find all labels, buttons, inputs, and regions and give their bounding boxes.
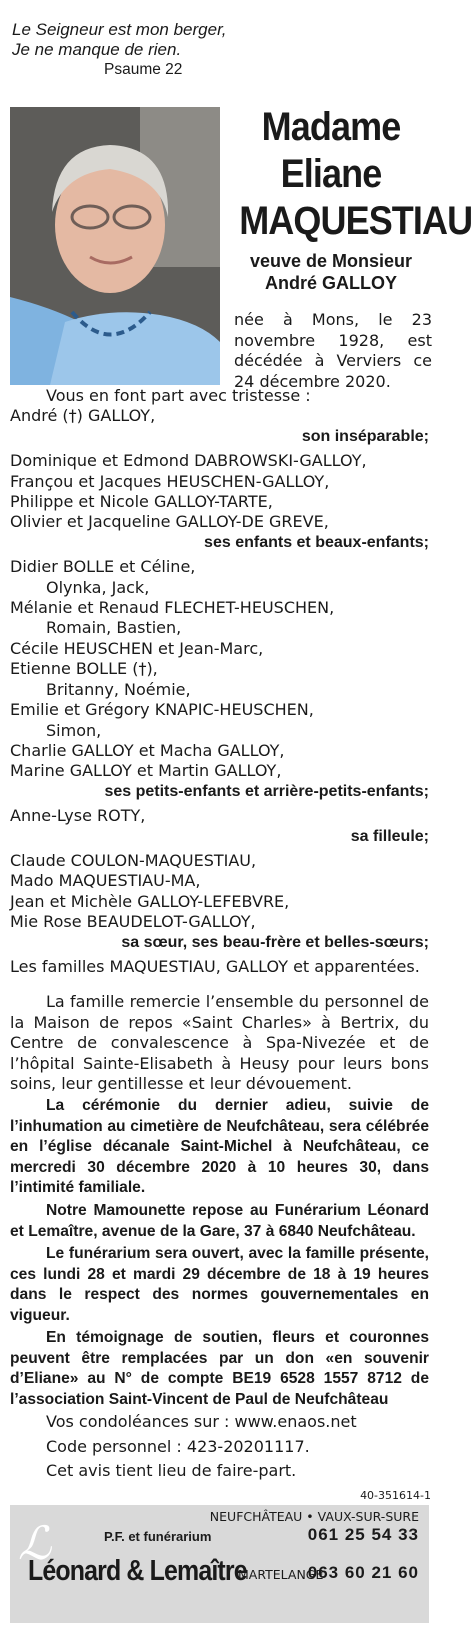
condolences-text: Vos condoléances sur : www.enaos.net (46, 1412, 357, 1431)
family-member-line: Mie Rose BEAUDELOT-GALLOY, (10, 912, 256, 932)
name-title: Madame (261, 105, 401, 149)
opening-text: Le funérarium sera ouvert, avec la famille présente, ces lundi 28 et mardi 29 décembre de 18 à 19 heures dans le respect des normes gouvernementales en vigueur. (10, 1245, 429, 1324)
psalm-quote (12, 20, 272, 80)
widow-line-1: veuve de Monsieur (249, 251, 413, 271)
relationship-text: sa sœur, ses beau-frère et belles-sœurs (121, 933, 424, 951)
relationship-label: ses enfants et beaux-enfants; (204, 533, 429, 551)
phone-2: 063 60 21 60 (307, 1563, 419, 1582)
funeral-home-name: Léonard & Lemaître (28, 1555, 247, 1587)
family-member-line: Marine GALLOY et Martin GALLOY, (10, 761, 282, 781)
location-1: NEUFCHÂTEAU • VAUX-SUR-SURE (209, 1509, 419, 1524)
deceased-name (239, 104, 472, 245)
family-member-line: Anne-Lyse ROTY, (10, 806, 146, 826)
family-member-line: Olynka, Jack, (46, 577, 150, 597)
psalm-line-2: Je ne manque de rien. (12, 40, 182, 59)
rest-text: Notre Mamounette repose au Funérarium Léonard et Lemaître, avenue de la Gare, 37 à 6840 Neufchâteau. (10, 1202, 429, 1240)
family-member-line: André (†) GALLOY, (10, 406, 156, 426)
family-member-line: Mado MAQUESTIAU-MA, (10, 871, 201, 891)
family-member-line: Claude COULON-MAQUESTIAU, (10, 850, 257, 870)
donation-text: En témoignage de soutien, fleurs et couronnes peuvent être remplacées par un don «en souvenir d’Eliane» au N° de compte BE19 6528 1557 8712 de l’association Saint-Vincent de Paul de Neufchâteau (10, 1329, 429, 1408)
psalm-reference: Psaume 22 (104, 61, 183, 78)
thanks-text: La famille remercie l’ensemble du personnel de la Maison de repos «Saint Charles» à Bertrix, du Centre de convalescence à Spa-Nivezée et de l’hôpital Sainte-Elisabeth à Heusy pour leurs bons soins, leur gentillesse et leur dévouement. (10, 992, 429, 1094)
family-member-line: Dominique et Edmond DABROWSKI-GALLOY, (10, 451, 367, 471)
rest-paragraph (10, 1201, 429, 1242)
family-groups (10, 406, 429, 953)
intro-text: Vous en font part avec tristesse : (46, 386, 311, 405)
location-2: MARTELANGE (238, 1567, 324, 1582)
family-member-line: Charlie GALLOY et Macha GALLOY, (10, 740, 285, 760)
psalm-line-1: Le Seigneur est mon berger, (12, 20, 227, 39)
donation-paragraph (10, 1328, 429, 1410)
family-member-line: Didier BOLLE et Céline, (10, 557, 196, 577)
portrait-photo (10, 107, 220, 385)
family-member-line: Etienne BOLLE (†), (10, 659, 158, 679)
funeral-home-label: P.F. et funérarium (104, 1529, 212, 1544)
family-member-line: Françou et Jacques HEUSCHEN-GALLOY, (10, 471, 330, 491)
families-text: Les familles MAQUESTIAU, GALLOY et apparentées. (10, 956, 420, 976)
family-member-line: Emilie et Grégory KNAPIC-HEUSCHEN, (10, 700, 314, 720)
relationship-text: son inséparable (301, 427, 424, 445)
relationship-text: ses enfants et beaux-enfants (204, 533, 424, 551)
family-member-line: Jean et Michèle GALLOY-LEFEBVRE, (10, 891, 290, 911)
widow-line-2: André GALLOY (264, 273, 397, 293)
widow-of (229, 250, 433, 294)
relationship-text: sa filleule (350, 827, 424, 845)
notice-text: Cet avis tient lieu de faire-part. (46, 1461, 297, 1480)
family-member-line: Romain, Bastien, (46, 618, 182, 638)
reference-code: 40-351614-1 (360, 1489, 431, 1502)
phone-1: 061 25 54 33 (307, 1525, 419, 1544)
opening-paragraph (10, 1244, 429, 1326)
family-member-line: Cécile HEUSCHEN et Jean-Marc, (10, 638, 264, 658)
relationship-label: son inséparable; (301, 427, 429, 445)
ceremony-paragraph (10, 1096, 429, 1199)
relationship-label: sa filleule; (350, 827, 429, 845)
relationship-text: ses petits-enfants et arrière-petits-enfants (104, 782, 424, 800)
name-first: Eliane (280, 152, 382, 196)
thanks-paragraph (10, 992, 429, 1095)
family-member-line: Olivier et Jacqueline GALLOY-DE GREVE, (10, 512, 329, 532)
personal-code-text: Code personnel : 423-20201117. (46, 1437, 310, 1456)
relationship-label: sa sœur, ses beau-frère et belles-sœurs; (121, 933, 429, 951)
family-member-line: Mélanie et Renaud FLECHET-HEUSCHEN, (10, 598, 335, 618)
birth-death-text: née à Mons, le 23 novembre 1928, est décédée à Verviers ce 24 décembre 2020. (234, 310, 432, 391)
relationship-label: ses petits-enfants et arrière-petits-enfants; (104, 782, 429, 800)
portrait-illustration (10, 107, 220, 385)
family-list (10, 386, 429, 977)
family-member-line: Simon, (46, 720, 102, 740)
funeral-home-footer (10, 1505, 429, 1623)
funeral-home-logo: ℒ (18, 1516, 52, 1570)
ceremony-text: La cérémonie du dernier adieu, suivie de l’inhumation au cimetière de Neufchâteau, sera célébrée en l’église décanale Saint-Michel à Neufchâteau, ce mercredi 30 décembre 2020 à 10 heures 30, dans l’intimité familiale. (10, 1097, 429, 1197)
name-last: MAQUESTIAU (239, 199, 472, 243)
family-member-line: Britanny, Noémie, (46, 679, 191, 699)
family-member-line: Philippe et Nicole GALLOY-TARTE, (10, 492, 273, 512)
